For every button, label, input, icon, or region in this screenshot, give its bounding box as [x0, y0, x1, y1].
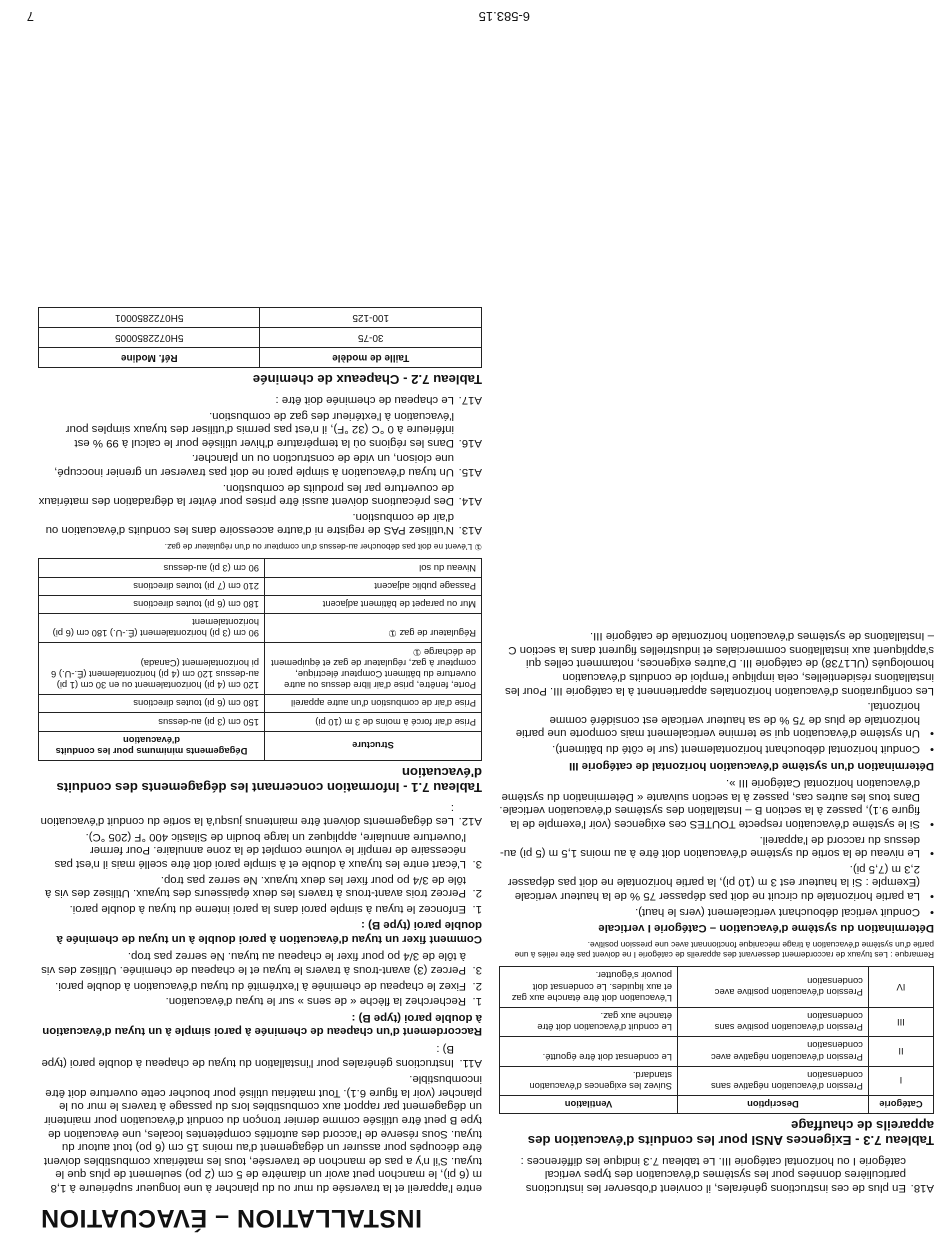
- item-a13: A13. N'utilisez PAS de registre ni d'autre accessoire dans les conduits d'évacuation ou d'air de combustion.: [45, 510, 482, 537]
- table-row: Régulateur de gaz ① 90 cm (3 pi) horizontalement (É.-U.) 180 cm (6 pi) horizontalement: [39, 613, 482, 642]
- step-item: 1. Recherchez la flèche « de sens » sur le tuyau d'évacuation.: [165, 995, 482, 1008]
- table-header: Description: [677, 1096, 868, 1114]
- table-header: Structure: [264, 731, 481, 760]
- subheading-double-wall: Comment fixer un tuyau d'évacuation à paroi double à un tuyau de cheminée à double paroi (type B) :: [56, 919, 482, 945]
- table-7-1-caption: Tableau 7.1 - Information concernant les dégagements des conduits d'évacuation: [56, 764, 482, 795]
- section-title: INSTALLATION – ÉVACUATION: [40, 1204, 422, 1232]
- table-row: Prise d'air forcé à moins de 3 m (10 pi) 150 cm (3 pi) au-dessus: [39, 713, 482, 731]
- table-7-1-note: ① L'évent ne doit pas déboucher au-dessus d'un compteur ou d'un régulateur de gaz.: [164, 542, 482, 553]
- subheading-single-wall: Raccordement d'un chapeau de cheminée à paroi simple à un tuyau d'évacuation à double paroi (type B) :: [42, 1011, 482, 1038]
- subheading-horizontal: Détermination d'un système d'évacuation horizontal de catégorie III: [569, 759, 934, 772]
- document-code: 6-583.15: [478, 9, 530, 24]
- left-column: [38, 301, 482, 1194]
- table-row: Prise d'air de combustion d'un autre appareil 180 cm (6 pi) toutes directions: [39, 695, 482, 713]
- bullet-item: • Conduit horizontal débouchant horizontalement (sur le côté du bâtiment).: [552, 743, 934, 756]
- bullet-item: • Le niveau de la sortie du système d'évacuation doit être à au moins 1,5 m (5 pi) au-dessus du raccord de l'appareil.: [499, 833, 934, 860]
- horizontal-paragraph: Les configurations d'évacuation horizontales appartiennent à la catégorie III. Pour les installations résidentielles, cela implique l'emploi de conduits d'évacuation homologués (UL1738) de catégorie III. D'autres exigences, notamment celles qui s'appliquent aux installations commerciales et industrielles figurent dans la section C – Installations de systèmes d'évacuation horizontale de catégorie III.: [505, 630, 934, 697]
- table-7-2-caption: Tableau 7.2 - Chapeaux de cheminée: [252, 372, 482, 388]
- table-row: 100-125 5H0722850001: [39, 307, 482, 327]
- right-column: [499, 626, 934, 1194]
- page-number: 7: [26, 9, 34, 24]
- table-row: Passage public adjacent 210 cm (7 pi) toutes directions: [39, 577, 482, 595]
- table-row: Mur ou parapet de bâtiment adjacent 180 cm (6 pi) toutes directions: [39, 595, 482, 613]
- table-header: Taille de modèle: [260, 348, 482, 368]
- bullet-item: • Un système d'évacuation qui se termine verticalement mais comporte une partie horizontale de plus de 75 % de sa hauteur verticale est considéré comme horizontal.: [515, 700, 934, 740]
- table-row: IV Pression d'évacuation positive avec condensation L'évacuation doit être étanche aux gaz et aux liquides. Le condensat doit pouvoir s'égoutter.: [500, 967, 934, 1008]
- subheading-vertical: Détermination du système d'évacuation – Catégorie I verticale: [598, 922, 934, 935]
- step-item: 3. L'écart entre les tuyaux à double et à simple paroi doit être scellé mais il n'est pas nécessaire de remplir le volume complet de la zone annulaire. Pour fermer l'ouverture annulaire, appliquez un large boudin de Silastic 400 °F (205 °C).: [54, 830, 482, 870]
- table-row: II Pression d'évacuation négative avec condensation Le condensat doit être égoutté.: [500, 1037, 934, 1066]
- table-header: Dégagements minimums pour les conduits d'évacuation: [39, 731, 265, 760]
- item-a11: A11. Instructions générales pour l'installation du tuyau de chapeau à double paroi (type B) :: [41, 1043, 482, 1069]
- table-7-3: [499, 966, 934, 1114]
- item-a14: A14. Des précautions doivent aussi être prises pour éviter la dégradation des matériaux de couverture par les produits de combustion.: [38, 481, 482, 508]
- table-row: Porte, fenêtre, prise d'air libre dessus ou autre ouverture du bâtiment Compteur électrique, compteur à gaz, régulateur de gaz et équipement de décharge ① 120 cm (4 pi) horizontalement ou en 30 cm (1 pi) au-dessus 120 cm (4 pi) horizontalement (É.-U.) 6 pi horizontalement (Canada): [39, 643, 482, 695]
- table-7-3-note: Remarque : Les tuyaux de raccordement desservant des appareils de catégorie I ne doivent pas être reliés à une partie d'un système d'évacuation à tirage mécanique fonctionnant avec une pression positive.: [514, 940, 934, 961]
- item-a15: A15. Un tuyau d'évacuation à simple paroi ne doit pas traverser un grenier inoccupé, une cloison, un vide de construction ou un plancher.: [54, 452, 482, 478]
- item-a18: A18. En plus de ces instructions générales, il convient d'observer les instructions particulières données pour les systèmes d'évacuation des types vertical catégorie I ou horizontal catégorie III. Le tableau 7.3 indique les différences :: [520, 1154, 934, 1194]
- bullet-item: • Si le système d'évacuation respecte TOUTES ces exigences (voir l'exemple de la figure 9.1), passez à la section B – Installation des systèmes d'évacuation verticale. Dans tous les autres cas, passez à la section suivante « Détermination du système d'évacuation horizontal Catégorie III ».: [499, 777, 934, 831]
- table-row: Niveau du sol 90 cm (3 pi) au-dessus: [39, 559, 482, 577]
- step-item: 2. Fixez le chapeau de cheminée à l'extrémité du tuyau d'évacuation à double paroi.: [55, 979, 482, 992]
- table-7-2: [38, 307, 482, 369]
- intro-paragraph: entre l'appareil et la traversée du mur ou du plancher à une longueur supérieure à 1,8 m (6 pi), le manchon peut avoir un diamètre de 5 cm (2 po) seulement de plus que le tuyau. S'il n'y a pas de manchon de traversée, tous les matériaux combustibles doivent être découpés pour assurer un dégagement d'au moins 15 cm (6 po) tout autour du tuyau. Sous réserve de l'accord des autorités compétentes locales, une évacuation de type B peut être utilisée comme dernier tronçon du conduit d'évacuation pour maintenir un dégagement par rapport aux combustibles lors du passage à travers le mur ou le plancher (voir la figure 6.1). Tout matériau utilisé pour boucher cette ouverture doit être incombustible.: [43, 1073, 482, 1194]
- item-a17: A17. Le chapeau de cheminée doit être :: [275, 393, 482, 406]
- step-item: 3. Percez (3) avant-trous à travers le tuyau et le chapeau de cheminée. Utilisez des vis à tôle de 3/4 po pour fixer le chapeau au tuyau. Ne serrez pas trop.: [41, 950, 482, 977]
- item-a12: A12. Les dégagements doivent être maintenus jusqu'à la sortie du conduit d'évacuation :: [40, 801, 482, 828]
- step-item: 1. Enfoncez le tuyau à simple paroi dans la paroi interne du tuyau à double paroi.: [69, 902, 482, 915]
- table-header: Réf. Modine: [39, 348, 261, 368]
- step-item: 2. Percez trois avant-trous à travers les deux épaisseurs des tuyaux. Utilisez des vis à tôle de 3/4 po pour fixer les deux tuyaux. Ne serrez pas trop.: [44, 873, 482, 900]
- table-row: III Pression d'évacuation positive sans condensation Le conduit d'évacuation doit être étanche aux gaz.: [500, 1007, 934, 1036]
- table-row: 30-75 5H0722850005: [39, 327, 482, 347]
- item-a16: A16. Dans les régions où la température d'hiver utilisée pour le calcul à 99 % est inférieure à 0 °C (32 °F), il n'est pas permis d'utiliser des tuyaux simples pour l'évacuation à l'extérieur des gaz de combustion.: [65, 409, 482, 449]
- table-header: Catégorie: [868, 1096, 933, 1114]
- table-7-1: [38, 558, 482, 761]
- table-row: I Pression d'évacuation négative sans condensation Suivez les exigences d'évacuation standard.: [500, 1066, 934, 1095]
- table-header: Ventilation: [500, 1096, 678, 1114]
- table-7-3-caption: Tableau 7.3 - Exigences ANSI pour les conduits d'évacuation des appareils de chauffage: [527, 1118, 934, 1149]
- bullet-item: • La partie horizontale du circuit ne doit pas dépasser 75 % de la hauteur verticale (Exemple : Si la hauteur est 3 m (10 pi), la partie horizontale ne doit pas dépasser 2,3 m (7,5 pi).: [507, 862, 934, 902]
- bullet-item: • Conduit vertical débouchant verticalement (vers le haut).: [635, 905, 934, 918]
